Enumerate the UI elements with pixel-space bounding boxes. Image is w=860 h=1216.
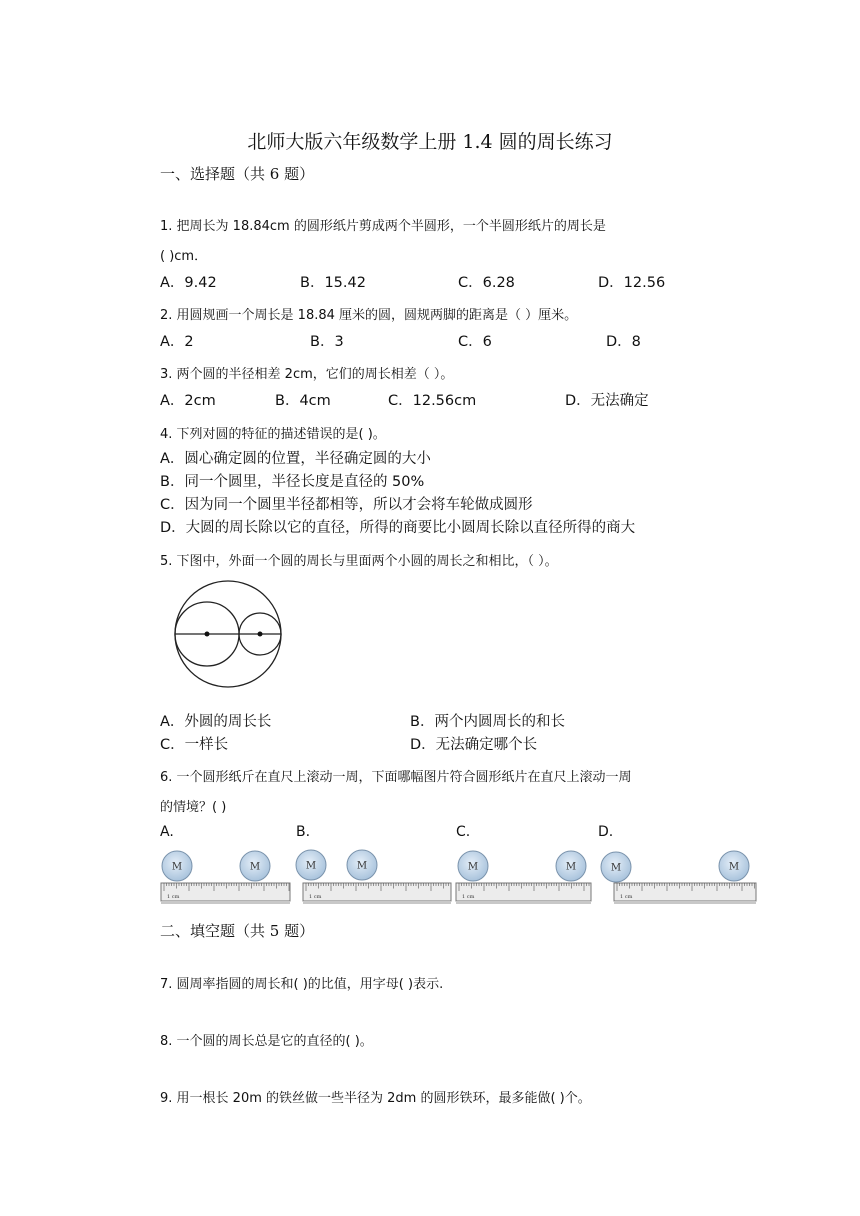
question-3-text: 3. 两个圆的半径相差 2cm，它们的周长相差（ ）。 [160, 367, 454, 382]
page-title: 北师大版六年级数学上册 1.4 圆的周长练习 [247, 131, 613, 153]
coin-label: M [610, 862, 622, 874]
q6-label-a: A. [160, 824, 174, 840]
ruler-start-label: 1 cm [462, 894, 475, 900]
q2-option-b: B．3 [310, 334, 344, 350]
q2-option-c: C．6 [458, 334, 492, 350]
q5-option-d: D．无法确定哪个长 [410, 737, 538, 753]
q4-option-c: C．因为同一个圆里半径都相等，所以才会将车轮做成圆形 [160, 497, 533, 513]
coin-a-start [162, 851, 192, 881]
ruler-c [456, 883, 591, 904]
q1-option-c: C．6.28 [458, 275, 515, 291]
coin-label: M [728, 861, 740, 873]
question-9-text: 9. 用一根长 20m 的铁丝做一些半径为 2dm 的圆形铁环，最多能做( )个。 [160, 1091, 591, 1106]
q1-option-d: D．12.56 [598, 275, 666, 291]
ruler-start-label: 1 cm [309, 894, 322, 900]
q6-label-d: D. [598, 824, 614, 840]
question-6-text-cont: 的情境？( ) [160, 800, 227, 815]
section-heading-choice: 一、选择题（共 6 题） [160, 165, 315, 183]
center-point-small [258, 632, 263, 637]
coin-c-start [458, 851, 488, 881]
coin-label: M [171, 861, 183, 873]
q5-option-b: B．两个内圆周长的和长 [410, 714, 565, 730]
q3-option-d: D．无法确定 [565, 393, 649, 409]
circles-figure [168, 578, 288, 690]
ruler-start-label: 1 cm [620, 894, 633, 900]
question-2-text: 2. 用圆规画一个周长是 18.84 厘米的圆，圆规两脚的距离是（ ）厘米。 [160, 308, 578, 323]
question-4-text: 4. 下列对圆的特征的描述错误的是( )。 [160, 427, 386, 442]
rolling-options-figure [158, 845, 758, 907]
q3-option-b: B．4cm [275, 393, 331, 409]
coin-b-end [347, 850, 377, 880]
question-1-text-cont: ( )cm． [160, 249, 208, 264]
center-point-large [205, 632, 210, 637]
coin-label: M [356, 860, 368, 872]
ruler-d [614, 883, 756, 904]
q1-option-a: A．9.42 [160, 275, 217, 291]
q5-option-c: C．一样长 [160, 737, 229, 753]
question-8-text: 8. 一个圆的周长总是它的直径的( )。 [160, 1034, 373, 1049]
question-6-text: 6. 一个圆形纸斤在直尺上滚动一周，下面哪幅图片符合圆形纸片在直尺上滚动一周 [160, 770, 632, 785]
q3-option-a: A．2cm [160, 393, 216, 409]
q6-label-b: B. [296, 824, 311, 840]
q5-option-a: A．外圆的周长长 [160, 714, 272, 730]
q6-label-c: C. [456, 824, 471, 840]
q3-option-c: C．12.56cm [388, 393, 477, 409]
question-1-text: 1. 把周长为 18.84cm 的圆形纸片剪成两个半圆形，一个半圆形纸片的周长是 [160, 219, 606, 234]
ruler-b [303, 883, 451, 904]
coin-label: M [305, 860, 317, 872]
coin-c-end [556, 851, 586, 881]
question-7-text: 7. 圆周率指圆的周长和( )的比值，用字母( )表示. [160, 977, 444, 992]
ruler-a [161, 883, 290, 904]
coin-d-start [601, 852, 631, 882]
q4-option-d: D．大圆的周长除以它的直径，所得的商要比小圆周长除以直径所得的商大 [160, 520, 636, 536]
q1-option-b: B．15.42 [300, 275, 366, 291]
coin-label: M [249, 861, 261, 873]
coin-a-end [240, 851, 270, 881]
ruler-start-label: 1 cm [167, 894, 180, 900]
question-5-text: 5. 下图中，外面一个圆的周长与里面两个小圆的周长之和相比，（ ）。 [160, 554, 558, 569]
coin-b-start [296, 850, 326, 880]
coin-d-end [719, 851, 749, 881]
q4-option-a: A．圆心确定圆的位置，半径确定圆的大小 [160, 451, 431, 467]
section-heading-fill: 二、填空题（共 5 题） [160, 922, 315, 940]
q2-option-d: D．8 [606, 334, 641, 350]
q2-option-a: A．2 [160, 334, 194, 350]
coin-label: M [467, 861, 479, 873]
q4-option-b: B．同一个圆里，半径长度是直径的 50% [160, 474, 425, 490]
coin-label: M [565, 861, 577, 873]
